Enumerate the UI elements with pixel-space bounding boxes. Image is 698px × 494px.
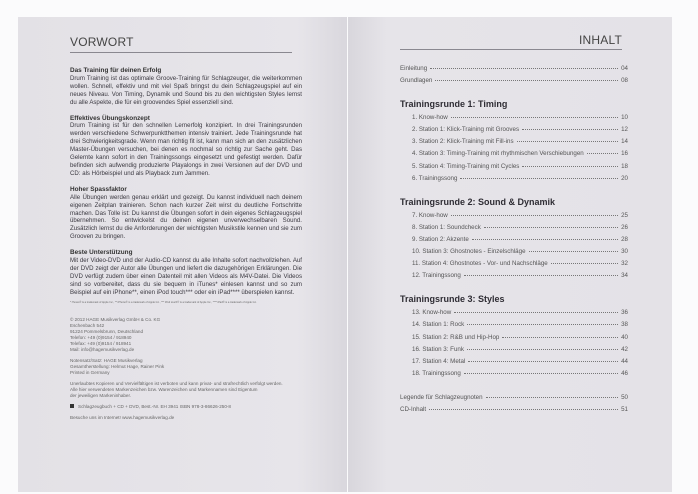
- toc-entry-label: 15. Station 2: R&B und Hip-Hop: [412, 333, 500, 341]
- toc-dot-leader: [430, 68, 618, 69]
- page-title: VORWORT: [70, 35, 134, 49]
- toc-entry-label: Grundlagen: [400, 77, 433, 85]
- imprint-line: Telefax: +49 (0)9154 / 918941: [70, 340, 132, 346]
- toc-dot-leader: [502, 337, 618, 338]
- toc-entry[interactable]: [400, 175, 628, 187]
- toc-entry-label: 6. Trainingssong: [412, 174, 458, 182]
- toc-page-number: 51: [621, 405, 628, 413]
- toc-page-number: 26: [621, 223, 628, 231]
- section-heading: Effektives Übungskonzept: [70, 114, 150, 122]
- left-page-vorwort: [18, 17, 347, 492]
- imprint-line: Printed in Germany: [70, 369, 110, 375]
- toc-page-number: 50: [621, 393, 628, 401]
- toc-entry-label: 16. Station 3: Funk: [412, 345, 464, 353]
- toc-entry[interactable]: [400, 394, 628, 406]
- toc-entry[interactable]: [400, 114, 628, 126]
- toc-page-number: 38: [621, 321, 628, 329]
- toc-entry[interactable]: [400, 358, 628, 370]
- toc-entry-label: 17. Station 4: Metal: [412, 357, 466, 365]
- imprint: [70, 317, 302, 426]
- toc-page-number: 25: [621, 211, 628, 219]
- left-column: [70, 67, 302, 426]
- toc-dot-leader: [429, 409, 618, 410]
- toc-entry-label: 13. Know-how: [412, 309, 452, 317]
- toc-page-number: 28: [621, 235, 628, 243]
- toc-entry-label: 8. Station 1: Soundcheck: [412, 223, 481, 231]
- toc-entry[interactable]: [400, 346, 628, 358]
- foreword-section: [70, 115, 302, 178]
- toc-page-number: 36: [621, 309, 628, 317]
- toc-page-number: 14: [621, 138, 628, 146]
- toc-dot-leader: [451, 117, 618, 118]
- toc-section-heading: Trainingsrunde 1: Timing: [400, 99, 508, 110]
- toc-page-number: 10: [621, 114, 628, 122]
- toc-entry[interactable]: [400, 334, 628, 346]
- section-heading: Hoher Spassfaktor: [70, 185, 127, 193]
- section-text: Alle Übungen werden genau erklärt und gezeigt. Du kannst individuell nach deinem eigenen Zeitplan trainieren. Schon nach kurzer Zeit wirst du deutliche Fortschritte machen. Das Tolle ist: Du kannst die Übungen sofort in dein eigenes Schlagzeugspiel übernehmen. So entwickelst du deinen eigenen unverwechselbaren Sound. Zusätzlich lernst du die Anforderungen der wichtigsten Musikstile kennen und sie zum Grooven zu bringen.: [70, 193, 302, 241]
- toc-page-number: 46: [621, 369, 628, 377]
- toc-entry[interactable]: [400, 224, 628, 236]
- toc-entry-label: 12. Trainingssong: [412, 272, 461, 280]
- section-heading: Das Training für deinen Erfolg: [70, 67, 162, 74]
- toc-dot-leader: [467, 324, 618, 325]
- imprint-line: der jeweiligen Markeninhaber.: [70, 392, 132, 398]
- imprint-line: Mail: info@hagemusikverlag.de: [70, 346, 135, 352]
- toc-entry[interactable]: [400, 212, 628, 224]
- toc-entry-label: 9. Station 2: Akzente: [412, 235, 469, 243]
- toc-dot-leader: [486, 397, 619, 398]
- bullet-square-icon: [70, 404, 74, 408]
- imprint-block: [70, 317, 302, 353]
- toc-entry[interactable]: [400, 406, 628, 418]
- toc-entry-label: Einleitung: [400, 65, 428, 72]
- toc-dot-leader: [468, 361, 618, 362]
- imprint-line: © 2012 HAGE Musikverlag GmbH & Co. KG: [70, 316, 161, 322]
- toc-entry[interactable]: [400, 260, 628, 272]
- toc-page-number: 34: [621, 272, 628, 280]
- toc-entry-label: Legende für Schlagzeugnoten: [400, 393, 483, 401]
- section-text: Mit der Video-DVD und der Audio-CD kannst du alle Inhalte sofort nachvollziehen. Auf der DVD zeigt der Autor alle Übungen und liefert die dazugehörigen Erklärungen. Die DVD verfügt zudem über einen Datenteil mit allen Videos als M4V-Datei. Die Videos sind so vorbereitet, dass du sie bequem in iTunes* einlesen kannst und so zum Beispiel auf ein iPhone**, einen iPod touch*** oder ein iPad**** überspielen kannst.: [70, 257, 302, 296]
- section-text: Drum Training ist für den schnellen Lernerfolg konzipiert. In drei Trainingsrunden werden verschiedene Schwerpunktthemen intensiv trainiert. Jede Trainingsrunde hat drei Schwierigkeitsgrade. Wenn man richtig fit ist, kann man sich an den zusätzlichen Master-Übungen versuchen, bei denen es nochmal so richtig zur Sache geht. Das Gelernte kann sofort in den Trainingssongs eingesetzt und gefestigt werden. Dafür befinden sich aufwendig produzierte Playalongs in zwei Versionen auf der DVD und CD: als Hörbeispiel und als Playback zum Jammen.: [70, 122, 302, 177]
- right-page-inhalt: [348, 17, 672, 492]
- trademark-footnote: * iTunes® is a trademark of Apple Inc., ** iPhone® is a trademark of Apple Inc., *** iPod touch® is a trademark of Apple Inc., **** iPad® is a trademark of Apple Inc.: [70, 300, 257, 304]
- toc-entry[interactable]: [400, 65, 628, 77]
- toc-page-number: 32: [621, 260, 628, 268]
- order-text: Schlagzeugbuch + CD + DVD, Best.-Nr. EH 3941 ISBN 978-3-86626-250-8: [78, 403, 231, 409]
- imprint-line: Eschenbach 542: [70, 322, 105, 328]
- foreword-section: [70, 186, 302, 241]
- title-rule: [70, 52, 292, 53]
- toc-entry-label: 2. Station 1: Klick-Training mit Grooves: [412, 126, 520, 134]
- toc-entry-label: 1. Know-how: [412, 114, 448, 122]
- toc-entry-label: CD-Inhalt: [400, 405, 427, 413]
- toc-dot-leader: [454, 312, 618, 313]
- toc-page-number: 18: [621, 162, 628, 170]
- toc-entry[interactable]: [400, 126, 628, 138]
- foreword-section: [70, 249, 302, 296]
- imprint-line: Gesamtherstellung: Helmut Hage, Rainer Pink: [70, 363, 165, 369]
- toc-dot-leader: [484, 227, 618, 228]
- imprint-line: 91224 Pommelsbrunn, Deutschland: [70, 328, 144, 334]
- toc-entry-label: 10. Station 3: Ghostnotes - Einzelschläge: [412, 248, 526, 256]
- toc-entry[interactable]: [400, 236, 628, 248]
- toc-entry[interactable]: [400, 248, 628, 260]
- toc-entry-label: 7. Know-how: [412, 211, 448, 219]
- foreword-body: [70, 67, 302, 301]
- toc-entry[interactable]: [400, 309, 628, 321]
- toc-entry-label: 4. Station 3: Timing-Training mit rhythmischen Verschiebungen: [412, 150, 584, 158]
- toc-dot-leader: [464, 373, 618, 374]
- toc-page-number: 20: [621, 174, 628, 182]
- toc-page-number: 44: [621, 357, 628, 365]
- toc-entry-label: 5. Station 4: Timing-Training mit Cycles: [412, 162, 520, 170]
- toc-entry[interactable]: [400, 321, 628, 333]
- page-title: INHALT: [579, 33, 622, 47]
- toc-page-number: 08: [621, 77, 628, 85]
- toc-page-number: 30: [621, 248, 628, 256]
- section-heading: Beste Unterstützung: [70, 249, 133, 257]
- toc-dot-leader: [467, 349, 618, 350]
- toc-entry[interactable]: [400, 77, 628, 89]
- toc-dot-leader: [464, 275, 618, 276]
- toc-entry[interactable]: [400, 370, 628, 382]
- toc-dot-leader: [522, 129, 618, 130]
- order-info: [70, 404, 302, 410]
- website-line: Besuche uns im Internet! www.hagemusikverlag.de: [70, 414, 175, 420]
- imprint-line: Unerlaubtes Kopieren und Vervielfältigen ist verboten und kann privat- und strafrechtlich verfolgt werden.: [70, 380, 283, 386]
- toc-page-number: 04: [621, 65, 628, 72]
- table-of-contents: [400, 65, 628, 418]
- toc-page-number: 42: [621, 345, 628, 353]
- toc-dot-leader: [517, 141, 619, 142]
- section-text: Drum Training ist das optimale Groove-Training für Schlagzeuger, die weiterkommen wollen. Schnell, effektiv und mit viel Spaß bringst du dein Schlagzeugspiel auf ein neues Niveau. Von Timing, Dynamik und Sound bis zu den wichtigsten Styles lernst du alle Aspekte, die für ein groovendes Spiel essenziell sind.: [70, 74, 302, 106]
- toc-dot-leader: [451, 215, 618, 216]
- toc-entry-label: 18. Trainingssong: [412, 369, 461, 377]
- toc-spacer: [400, 382, 628, 394]
- toc-dot-leader: [460, 178, 618, 179]
- toc-dot-leader: [551, 263, 618, 264]
- imprint-line: Alle hier verwendeten Markenzeichen bzw. Warenzeichen und Markennamen sind Eigentum: [70, 386, 258, 392]
- imprint-line: Notensatz/Satz: HAGE Musikverlag: [70, 357, 143, 363]
- imprint-block: [70, 381, 302, 399]
- toc-entry[interactable]: [400, 138, 628, 150]
- toc-page-number: 16: [621, 150, 628, 158]
- toc-entry-label: 3. Station 2: Klick-Training mit Fill-ins: [412, 138, 514, 146]
- title-rule: [400, 49, 622, 50]
- toc-section-heading: Trainingsrunde 2: Sound & Dynamik: [400, 196, 556, 207]
- foreword-section: [70, 67, 302, 107]
- toc-section-heading: Trainingsrunde 3: Styles: [400, 294, 505, 305]
- toc-dot-leader: [587, 153, 618, 154]
- toc-entry[interactable]: [400, 163, 628, 175]
- toc-entry-label: 14. Station 1: Rock: [412, 321, 465, 329]
- toc-dot-leader: [472, 239, 618, 240]
- toc-entry-label: 11. Station 4: Ghostnotes - Vor- und Nachschläge: [412, 260, 548, 268]
- imprint-line: Telefon: +49 (0)9154 / 918940: [70, 334, 132, 340]
- toc-entry[interactable]: [400, 272, 628, 284]
- imprint-block: [70, 358, 302, 376]
- toc-dot-leader: [529, 251, 619, 252]
- toc-page-number: 40: [621, 333, 628, 341]
- toc-page-number: 12: [621, 126, 628, 134]
- toc-dot-leader: [435, 80, 618, 81]
- toc-dot-leader: [522, 166, 618, 167]
- toc-entry[interactable]: [400, 150, 628, 162]
